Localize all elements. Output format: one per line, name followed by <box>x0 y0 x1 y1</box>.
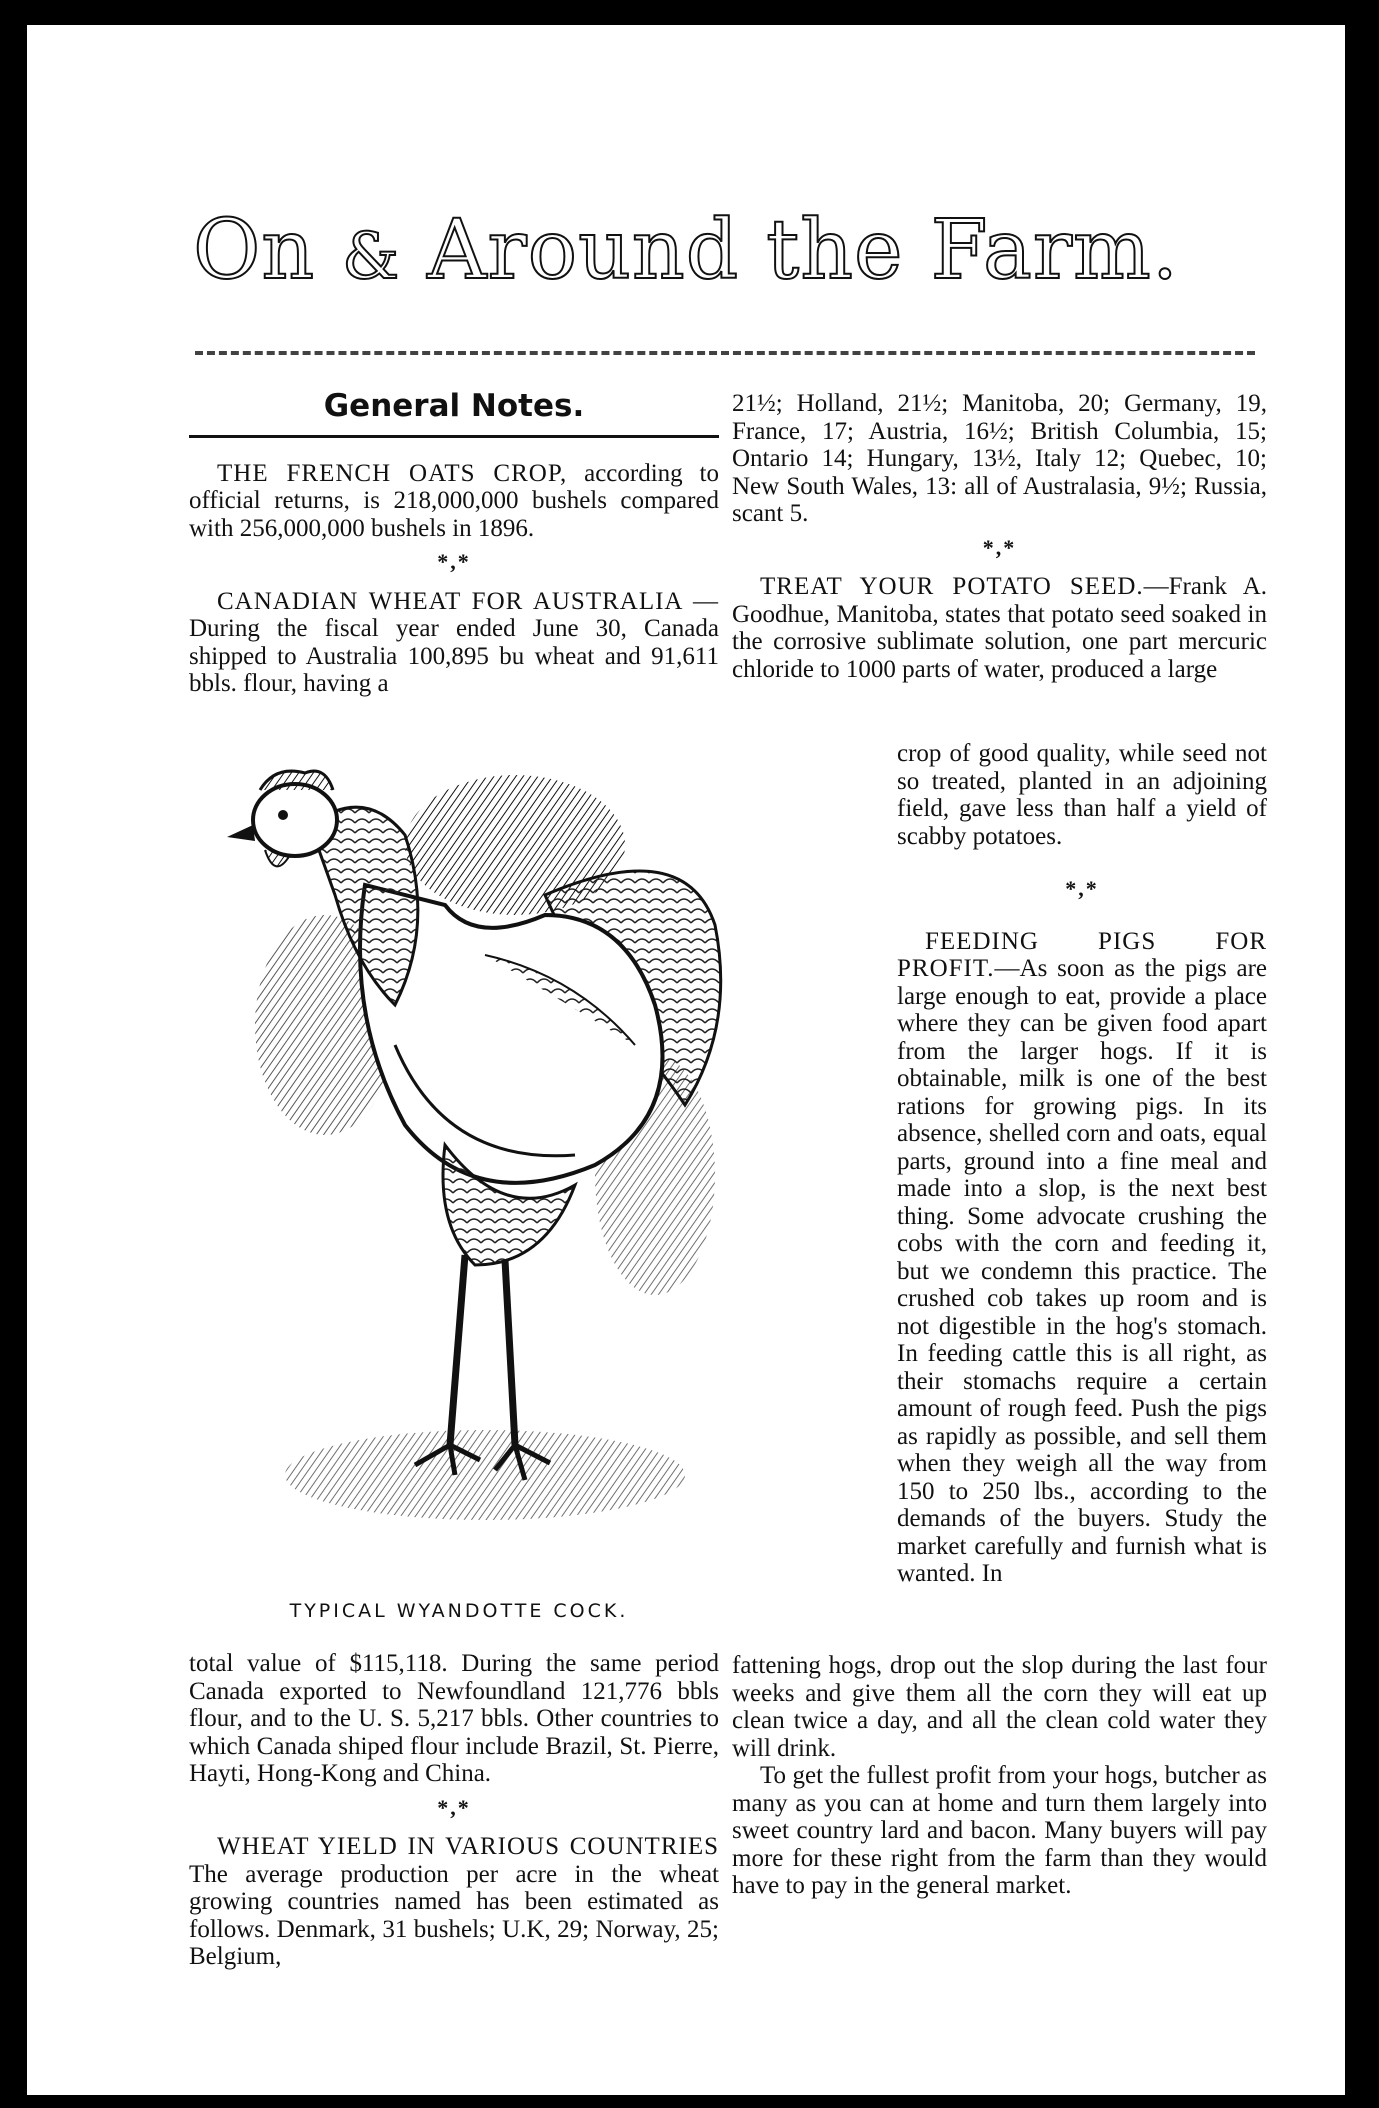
left-column-bottom <box>189 1650 719 1971</box>
article-french-oats: THE FRENCH OATS CROP, according to official returns, is 218,000,000 bushels compared with 256,000,000 bushels in 1896. <box>189 459 719 542</box>
title-ampersand: & <box>342 220 401 294</box>
title-word-on: On <box>193 203 316 298</box>
title-word-the: the <box>766 203 904 298</box>
article-feeding-pigs-closing: To get the fullest profit from your hogs, butcher as many as you can at home and turn them largely into sweet country lard and bacon. Many buyers will pay more for these right from the farm than they would have to pay in the general market. <box>732 1762 1267 1899</box>
masthead-title <box>27 203 1345 298</box>
title-rule <box>195 351 1255 361</box>
article-wheat-yield-continued: 21½; Holland, 21½; Manitoba, 20; Germany, 19, France, 17; Austria, 16½; British Columbia, 15; Ontario 14; Hungary, 13½, Italy 12; Quebec, 10; New South Wales, 13: all of Australasia, 9½; Russia, scant 5. <box>732 390 1267 527</box>
article-lead: CANADIAN WHEAT FOR AUSTRALIA — <box>217 587 719 615</box>
right-column-bottom <box>732 1652 1267 1900</box>
article-feeding-pigs-continued: fattening hogs, drop out the slop during the last four weeks and give them all the corn they will eat up clean twice a day, and all the clean cold water they will drink. <box>732 1652 1267 1762</box>
section-heading: General Notes. <box>189 393 719 438</box>
article-canadian-wheat-continued: total value of $115,118. During the same period Canada exported to Newfoundland 121,776 bbls flour, and to the U. S. 5,217 bbls. Other countries to which Canada shiped flour include Brazil, St. Pierre, Hayti, Hong-Kong and China. <box>189 1650 719 1787</box>
separator-stars: *,* <box>437 549 471 574</box>
newspaper-page <box>27 25 1345 2095</box>
wyandotte-cock-illustration <box>215 745 735 1595</box>
article-lead: TREAT YOUR POTATO SEED. <box>760 573 1144 600</box>
article-potato-seed: TREAT YOUR POTATO SEED.—Frank A. Goodhue, Manitoba, states that potato seed soaked in the corrosive sublimate solution, one part mercuric chloride to 1000 parts of water, produced a large <box>732 573 1267 683</box>
title-word-farm: Farm. <box>930 203 1179 298</box>
separator-stars: *,* <box>982 534 1017 560</box>
article-potato-seed-continued: crop of good quality, while seed not so treated, planted in an adjoining field, gave less than half a yield of scabby potatoes. <box>897 740 1267 850</box>
right-column-narrow <box>897 715 1267 1613</box>
article-lead: THE FRENCH OATS CROP, <box>217 459 568 487</box>
left-column-top <box>189 388 719 698</box>
article-wheat-yield: WHEAT YIELD IN VARIOUS COUNTRIES The average production per acre in the wheat growing countries named has been estimated as follows. Denmark, 31 bushels; U.K, 29; Norway, 25; Belgium, <box>189 1833 719 1970</box>
article-lead: FEEDING PIGS FOR PROFIT. <box>897 927 1267 982</box>
separator-stars: *,* <box>437 1794 471 1820</box>
article-canadian-wheat: CANADIAN WHEAT FOR AUSTRALIA — During the fiscal year ended June 30, Canada shipped to Australia 100,895 bu wheat and 91,611 bbls. flour, having a <box>189 587 719 697</box>
illustration-caption: TYPICAL WYANDOTTE COCK. <box>289 1600 629 1622</box>
title-word-around: Around <box>427 203 740 298</box>
article-lead: WHEAT YIELD IN VARIOUS COUNTRIES <box>217 1833 719 1860</box>
article-feeding-pigs: FEEDING PIGS FOR PROFIT.—As soon as the pigs are large enough to eat, provide a place where they can be given food apart from the larger hogs. If it is obtainable, milk is one of the best rations for growing pigs. In its absence, shelled corn and oats, equal parts, ground into a fine meal and made into a slop, is the next best thing. Some advocate crushing the cobs with the corn and feeding it, but we condemn this practice. The crushed cob takes up room and is not digestible in the hog's stomach. In feeding cattle this is all right, as their stomachs require a certain amount of rough feed. Push the pigs as rapidly as possible, and sell them when they weigh all the way from 150 to 250 lbs., according to the demands of the buyers. Study the market carefully and furnish what is wanted. In <box>897 927 1267 1587</box>
right-column-top <box>732 390 1267 683</box>
separator-stars: *,* <box>1065 876 1099 901</box>
